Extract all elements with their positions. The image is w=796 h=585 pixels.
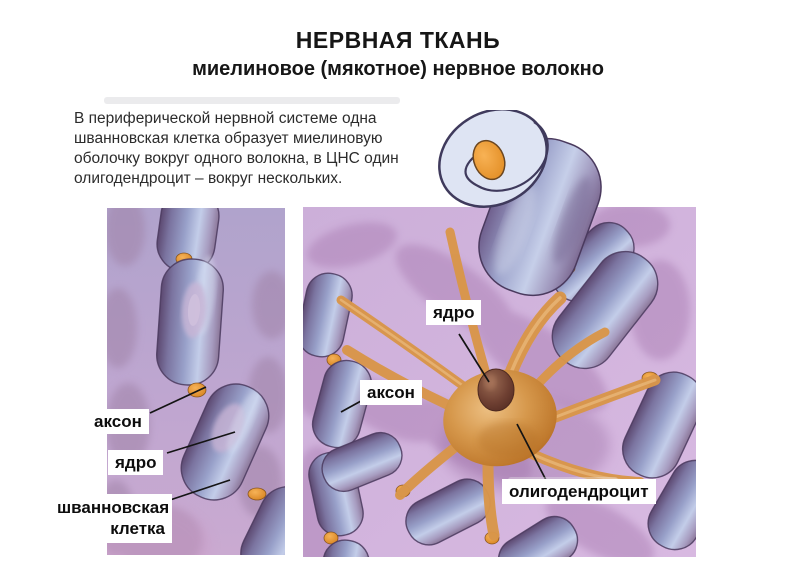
label-nucleus-right: ядро: [426, 300, 481, 325]
faint-watermark: [104, 97, 400, 104]
intro-line: оболочку вокруг одного волокна, в ЦНС один: [74, 150, 399, 167]
label-nucleus-left: ядро: [108, 450, 163, 475]
page-subtitle: миелиновое (мякотное) нервное волокно: [192, 58, 604, 80]
axon-junction: [248, 488, 266, 500]
intro-line: В периферической нервной системе одна: [74, 110, 377, 127]
label-oligodendrocyte: олигодендроцит: [502, 479, 656, 504]
page-title: НЕРВНАЯ ТКАНЬ: [295, 27, 501, 53]
intro-line: олигодендроцит – вокруг нескольких.: [74, 170, 343, 187]
intro-line: шванновская клетка образует миелиновую: [74, 130, 383, 147]
label-axon-right: аксон: [360, 380, 422, 405]
oligodendrocyte-nucleus: [478, 369, 514, 411]
label-axon-left: аксон: [87, 409, 149, 434]
label-schwann-cell: шванновская клетка: [50, 494, 172, 543]
